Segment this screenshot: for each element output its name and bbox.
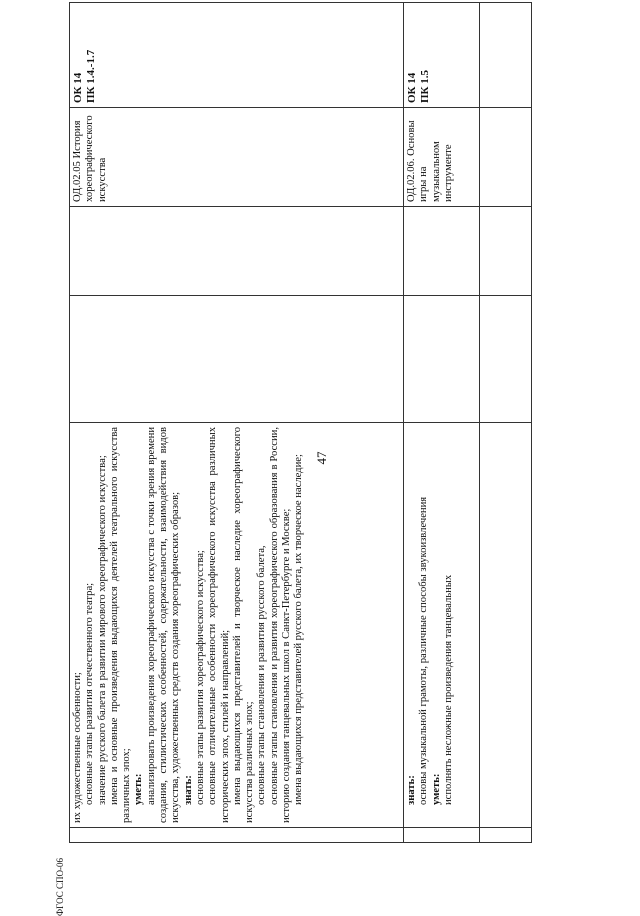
table-cell-empty xyxy=(480,828,532,843)
footer-standard: ФГОС СПО-06 xyxy=(55,858,65,916)
competency-table xyxy=(69,2,532,843)
requirement-line: значение русского балета в развитии мирового хореографического искусства; xyxy=(96,455,108,805)
znat-label: знать: xyxy=(182,775,194,805)
competency-code: ПК 1.5 xyxy=(419,69,431,103)
umet-label: уметь: xyxy=(430,773,442,805)
requirement-line: исполнять несложные произведения танцевальных xyxy=(442,574,454,805)
umet-label: уметь: xyxy=(133,773,145,805)
table-cell-empty xyxy=(480,3,532,108)
competency-code: ОК 14 xyxy=(72,72,84,103)
page-number: 47 xyxy=(314,451,329,465)
table-cell-empty xyxy=(480,296,532,423)
requirement-line: основные этапы становления и развития русского балета, xyxy=(256,545,268,805)
requirement-line: основные отличительные особенности хореографического искусства различных исторических эпох, стилей и направлений; xyxy=(207,427,231,823)
table-cell-empty xyxy=(404,296,480,423)
competency-code: ПК 1.4.-1.7 xyxy=(85,49,97,103)
table-cell-empty xyxy=(480,108,532,207)
requirement-line: основные этапы развития хореографического искусства; xyxy=(194,550,206,805)
table-cell-empty xyxy=(70,296,404,423)
table-cell-discipline xyxy=(404,108,480,207)
table-cell-empty xyxy=(70,207,404,296)
table-cell-empty xyxy=(70,828,404,843)
table-row xyxy=(70,3,404,843)
rotated-table-container xyxy=(69,17,531,843)
znat-label: знать: xyxy=(406,775,417,805)
competency-code: ОК 14 xyxy=(406,72,418,103)
table-cell-empty xyxy=(480,423,532,828)
table-cell-empty xyxy=(404,828,480,843)
requirement-line: основные этапы становления и развития хореографического образования в России, историю создания танцевальных школ в Санкт-Петербурге и Москве; xyxy=(268,427,293,823)
table-cell-competencies xyxy=(404,3,480,108)
requirement-line: анализировать произведения хореографического искусства с точки зрения времени создания, стилистических особенностей, содержательности, взаимодействия видов искусства, художественных средств создания хореографических образов; xyxy=(145,427,182,823)
requirement-line: основные этапы развития отечественного театра; xyxy=(84,582,96,805)
table-row xyxy=(480,3,532,843)
discipline-name: ОД.02.06. Основы игры на музыкальном инструменте xyxy=(406,120,454,202)
table-cell-empty xyxy=(480,207,532,296)
table-cell-competencies xyxy=(70,3,404,108)
table-cell-empty xyxy=(404,207,480,296)
table-cell-requirements xyxy=(70,423,404,828)
requirement-line: имена выдающихся представителей и творческое наследие хореографического искусства различных эпох; xyxy=(231,427,256,823)
table-cell-requirements xyxy=(404,423,480,828)
requirement-line: имена и основные произведения выдающихся деятелей театрального искусства различных эпох; xyxy=(108,427,133,823)
table-cell-discipline xyxy=(70,108,404,207)
discipline-name: ОД.02.05 История хореографического искусства xyxy=(72,115,108,202)
requirement-line: имена выдающихся представителей русского балета, их творческое наследие; xyxy=(293,454,305,805)
requirement-line: основы музыкальной грамоты, различные способы звукоизвлечения xyxy=(418,496,430,805)
table-row xyxy=(404,3,480,843)
requirement-line: их художественные особенности; xyxy=(72,672,83,823)
